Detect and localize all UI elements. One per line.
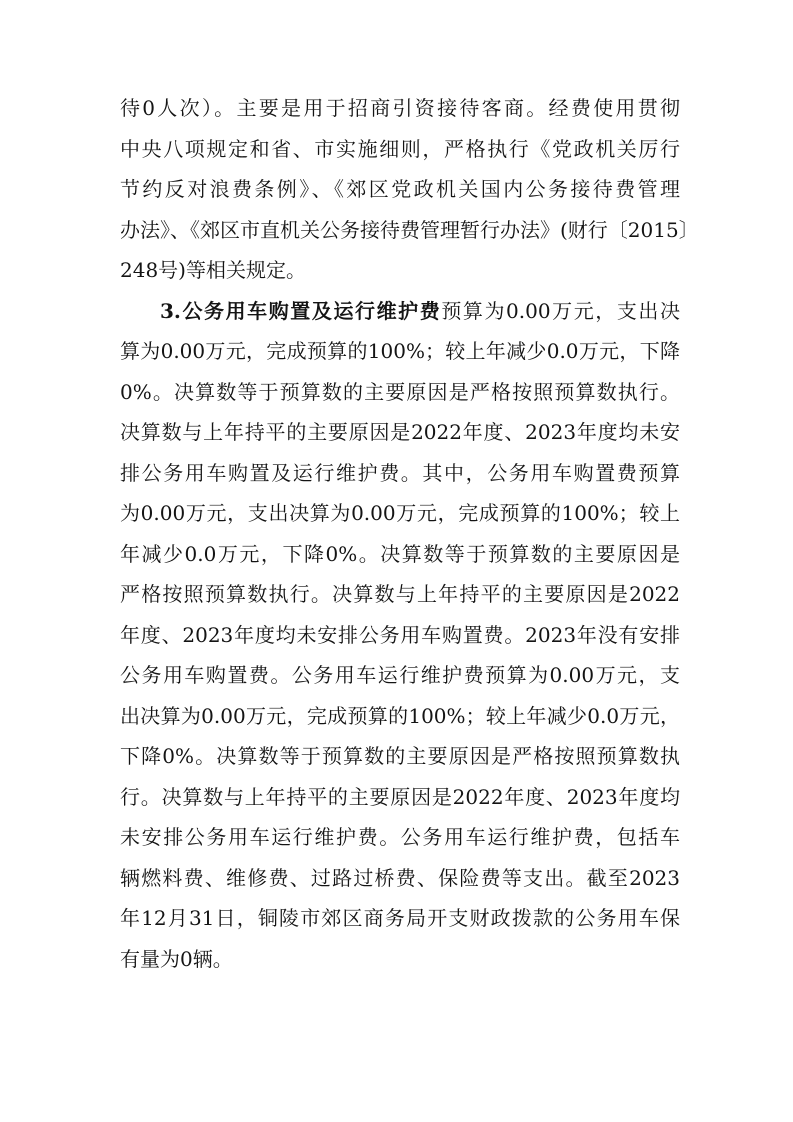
paragraph-line: 公务用车购置费。公务用车运行维护费预算为0.00万元，支 <box>120 663 680 687</box>
body-text <box>120 88 699 979</box>
paragraph-line: 行。决算数与上年持平的主要原因是2022年度、2023年度均 <box>120 784 680 809</box>
paragraph-line: 未安排公务用车运行维护费。公务用车运行维护费，包括车 <box>120 825 680 849</box>
paragraph-line: 出决算为0.00万元，完成预算的100%；较上年减少0.0万元， <box>120 703 680 728</box>
section-3-first-line <box>120 291 680 332</box>
paragraph-line: 0%。决算数等于预算数的主要原因是严格按照预算数执行。 <box>120 379 680 404</box>
paragraph-line: 年12月31日，铜陵市郊区商务局开支财政拨款的公务用车保 <box>120 906 680 930</box>
paragraph-line: 办法》、《郊区市直机关公务接待费管理暂行办法》(财行〔2015〕 <box>120 217 699 242</box>
paragraph-line: 有量为0辆。 <box>120 946 233 971</box>
section-3-heading: 3.公务用车购置及运行维护费 <box>160 298 442 323</box>
paragraph-line: 辆燃料费、维修费、过路过桥费、保险费等支出。截至2023 <box>120 865 680 890</box>
paragraph-line: 248号)等相关规定。 <box>120 258 306 282</box>
paragraph-line: 严格按照预算数执行。决算数与上年持平的主要原因是2022 <box>120 582 680 606</box>
paragraph-line: 排公务用车购置及运行维护费。其中，公务用车购置费预算 <box>120 460 680 485</box>
paragraph-line: 年度、2023年度均未安排公务用车购置费。2023年没有安排 <box>120 622 680 647</box>
paragraph-line: 算为0.00万元，完成预算的100%；较上年减少0.0万元，下降 <box>120 339 680 363</box>
paragraph-line: 中央八项规定和省、市实施细则，严格执行《党政机关厉行 <box>120 136 680 161</box>
paragraph-line: 为0.00万元，支出决算为0.00万元，完成预算的100%；较上 <box>120 501 680 525</box>
paragraph-line: 年减少0.0万元，下降0%。决算数等于预算数的主要原因是 <box>120 541 680 566</box>
paragraph-line: 待0人次）。主要是用于招商引资接待客商。经费使用贯彻 <box>120 96 680 120</box>
paragraph-line: 决算数与上年持平的主要原因是2022年度、2023年度均未安 <box>120 420 680 444</box>
paragraph-line: 节约反对浪费条例》、《郊区党政机关国内公务接待费管理 <box>120 177 680 201</box>
paragraph-line: 下降0%。决算数等于预算数的主要原因是严格按照预算数执 <box>120 744 680 768</box>
section-3-first-line-text: 预算为0.00万元，支出决 <box>441 298 680 323</box>
